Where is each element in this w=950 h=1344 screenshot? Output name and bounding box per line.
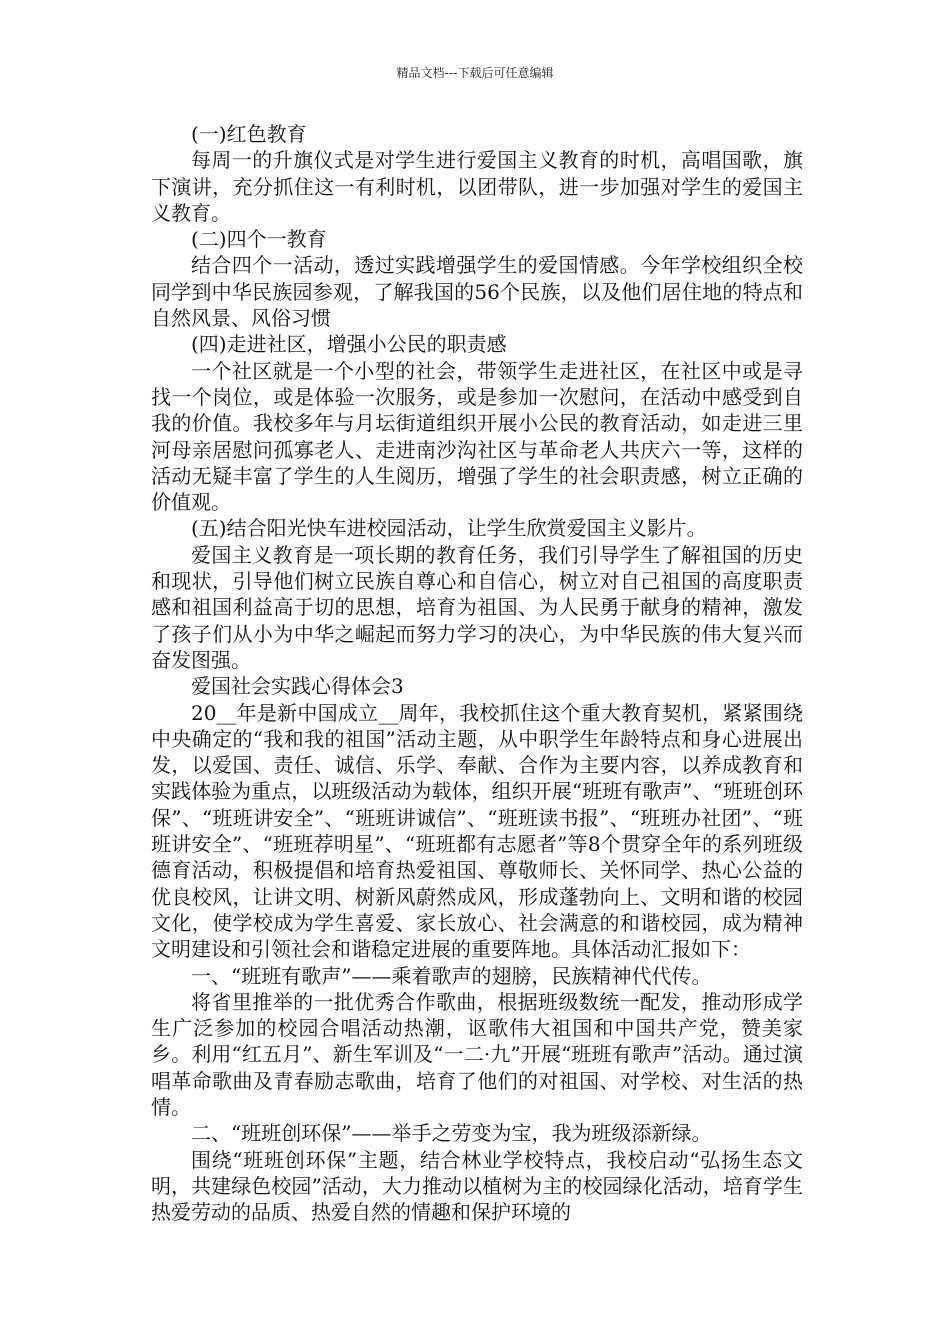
paragraph-flag-ceremony: 每周一的升旗仪式是对学生进行爱国主义教育的时机，高唱国歌，旗下演讲，充分抓住这一有利时机，以团带队，进一步加强对学生的爱国主义教育。	[151, 148, 803, 225]
paragraph-patriotic-education: 爱国主义教育是一项长期的教育任务，我们引导学生了解祖国的历史和现状，引导他们树立民族自尊心和自信心，树立对自己祖国的高度职责感和祖国利益高于切的思想，培育为祖国、为人民勇于献身的精神，激发了孩子们从小为中华之崛起而努力学习的决心，为中华民族的伟大复兴而奋发图强。	[151, 542, 803, 672]
heading-community: (四)走进社区，增强小公民的职责感	[191, 332, 507, 357]
paragraph-singing: 将省里推举的一批优秀合作歌曲，根据班级数统一配发，推动形成学生广泛参加的校园合唱活动热潮，讴歌伟大祖国和中国共产党，赞美家乡。利用“红五月”、新生军训及“一二·九”开展“班班有歌声”活动。通过演唱革命歌曲及青春励志歌曲，培育了他们的对祖国、对学校、对生活的热情。	[151, 989, 803, 1119]
paragraph-community: 一个社区就是一个小型的社会，带领学生走进社区，在社区中或是寻找一个岗位，或是体验一次服务，或是参加一次慰问，在活动中感受到自我的价值。我校多年与月坛街道组织开展小公民的教育活动，如走进三里河母亲居慰问孤寡老人、走进南沙沟社区与革命老人共庆六一等，这样的活动无疑丰富了学生的人生阅历，增强了学生的社会职责感，树立正确的价值观。	[151, 358, 803, 515]
heading-sunshine-express: (五)结合阳光快车进校园活动，让学生欣赏爱国主义影片。	[191, 516, 707, 541]
document-body	[151, 121, 803, 1225]
heading-red-education: (一)红色教育	[191, 122, 307, 146]
paragraph-environment: 围绕“班班创环保”主题，结合林业学校特点，我校启动“弘扬生态文明，共建绿色校园”活动，大力推动以植树为主的校园绿化活动，培育学生热爱劳动的品质、热爱自然的情趣和保护环境的	[151, 1147, 803, 1225]
page-header: 精品文档---下载后可任意编辑	[396, 66, 554, 80]
paragraph-anniversary: 20__年是新中国成立__周年，我校抓住这个重大教育契机，紧紧围绕中央确定的“我和我的祖国”活动主题，从中职学生年龄特点和身心进展出发，以爱国、责任、诚信、乐学、奉献、合作为主要内容，以养成教育和实践体验为重点，以班级活动为载体，组织开展“班班有歌声”、“班班创环保”、“班班讲安全”、“班班讲诚信”、“班班读书报”、“班班办社团”、“班班讲安全”、“班班荐明星”、“班班都有志愿者”等8个贯穿全年的系列班级德育活动，积极提倡和培育热爱祖国、尊敬师长、关怀同学、热心公益的优良校风，让讲文明、树新风蔚然成风，形成蓬勃向上、文明和谐的校园文化，使学校成为学生喜爱、家长放心、社会满意的和谐校园，成为精神文明建设和引领社会和谐稳定进展的重要阵地。具体活动汇报如下：	[151, 700, 803, 962]
heading-singing: 一、“班班有歌声”——乘着歌声的翅膀，民族精神代代传。	[191, 963, 712, 988]
paragraph-ethnic-park: 结合四个一活动，透过实践增强学生的爱国情感。今年学校组织全校同学到中华民族园参观，了解我国的56个民族，以及他们居住地的特点和自然风景、风俗习惯	[151, 253, 803, 331]
section-title-reflection-3: 爱国社会实践心得体会3	[191, 674, 404, 699]
heading-four-one-education: (二)四个一教育	[191, 227, 327, 252]
heading-environment: 二、“班班创环保”——举手之劳变为宝，我为班级添新绿。	[191, 1121, 712, 1146]
